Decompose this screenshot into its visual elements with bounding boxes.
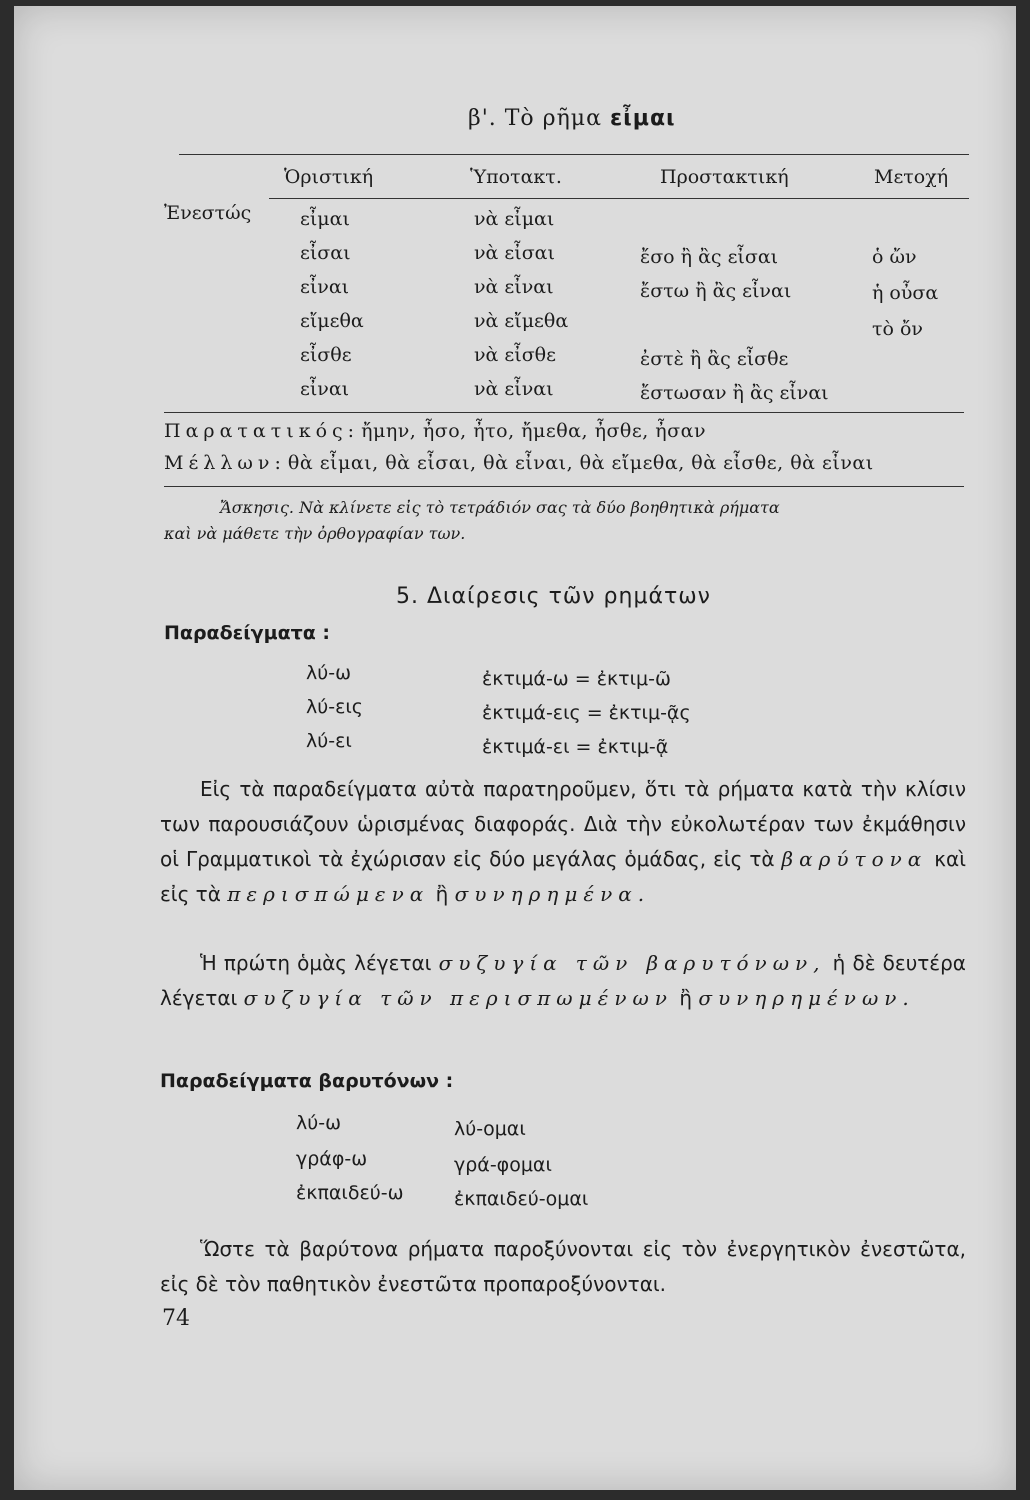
imperative-form: ἔστω ἢ ἂς εἶναι bbox=[640, 280, 792, 302]
example-left: λύ-ω bbox=[306, 662, 352, 684]
paragraph-2-text: Ἡ πρώτη ὁμὰς λέγεται bbox=[200, 951, 432, 975]
header-participle: Μετοχή bbox=[874, 166, 949, 188]
section-5-title: Διαίρεσις τῶν ρημάτων bbox=[427, 584, 711, 609]
section-title-verb: εἶμαι bbox=[609, 106, 676, 131]
row-label-present: Ἐνεστώς bbox=[164, 202, 252, 224]
paragraph-2 bbox=[160, 946, 966, 1016]
barytona-active: ἐκπαιδεύ-ω bbox=[296, 1182, 404, 1204]
subjunctive-form: νὰ εἶναι bbox=[474, 378, 554, 400]
term-barytona: βαρύτονα bbox=[781, 847, 928, 871]
example-left: λύ-ει bbox=[306, 730, 352, 752]
indicative-form: εἶναι bbox=[300, 276, 350, 298]
subjunctive-form: νὰ εἶσθε bbox=[474, 344, 556, 366]
term-synirimena: συνηρημένα. bbox=[454, 882, 651, 906]
example-right: ἐκτιμά-εις = ἐκτιμ-ᾷς bbox=[482, 702, 691, 724]
section-5-number: 5. bbox=[396, 584, 419, 609]
table-top-rule bbox=[179, 154, 969, 155]
paragraph-1-or: ἢ bbox=[435, 882, 449, 906]
term-syzygia-perispomenon: συζυγία τῶν περισπωμένων bbox=[243, 986, 673, 1010]
example-right: ἐκτιμά-ει = ἐκτιμ-ᾷ bbox=[482, 736, 669, 758]
barytona-passive: λύ-ομαι bbox=[454, 1118, 526, 1140]
term-synirimenon: συνηρημένων. bbox=[698, 986, 915, 1010]
paratatikos-forms: ἤμην, ἦσο, ἦτο, ἤμεθα, ἦσθε, ἦσαν bbox=[361, 420, 707, 442]
term-perispomena: περισπώμενα bbox=[227, 882, 430, 906]
indicative-form: εἶμαι bbox=[300, 208, 350, 230]
paratatikos-line: Παρατατικός: ἤμην, ἦσο, ἦτο, ἤμεθα, ἦσθε, ἦσαν bbox=[164, 420, 707, 442]
indicative-form: εἴμεθα bbox=[300, 310, 364, 332]
header-imperative: Προστακτική bbox=[660, 166, 789, 188]
paragraph-2-mid: ἡ δὲ δευτέρα λέγεται bbox=[160, 951, 966, 1010]
indicative-form: εἶναι bbox=[300, 378, 350, 400]
section-5-heading bbox=[396, 584, 711, 609]
example-right: ἐκτιμά-ω = ἐκτιμ-ῶ bbox=[482, 668, 671, 690]
section-title-label: β'. Τὸ ρῆμα bbox=[468, 106, 602, 131]
paradigm-bottom-rule bbox=[164, 486, 964, 487]
section-title bbox=[468, 106, 676, 131]
indicative-form: εἶσθε bbox=[300, 344, 352, 366]
paratatikos-label: Παρατατικός bbox=[164, 420, 348, 442]
barytona-active: γράφ-ω bbox=[296, 1148, 368, 1170]
participle-form: ὁ ὤν bbox=[872, 246, 917, 268]
barytona-heading: Παραδείγματα βαρυτόνων : bbox=[160, 1070, 454, 1092]
conclusion-paragraph bbox=[160, 1232, 966, 1302]
subjunctive-form: νὰ εἶμαι bbox=[474, 208, 555, 230]
paragraph-1-mid: καὶ εἰς τὰ bbox=[160, 847, 967, 906]
table-bottom-rule bbox=[164, 412, 964, 413]
subjunctive-form: νὰ εἶναι bbox=[474, 276, 554, 298]
subjunctive-form: νὰ εἴμεθα bbox=[474, 310, 569, 332]
indicative-form: εἶσαι bbox=[300, 242, 351, 264]
paragraph-1-text: Εἰς τὰ παραδείγματα αὐτὰ παρατηροῦμεν, ὅτι τὰ ρήματα κατὰ τὴν κλίσιν των παρουσιάζουν ὡρισμένας διαφοράς. Διὰ τὴν εὐκολωτέραν των ἐκμάθησιν οἱ Γραμματικοὶ τὰ ἐχώρισαν εἰς δύο μεγάλας ὁμάδας, εἰς τὰ bbox=[160, 777, 966, 871]
header-subjunctive: Ὑποτακτ. bbox=[470, 166, 562, 188]
participle-form: ἡ οὖσα bbox=[872, 282, 939, 304]
exercise-line-2: καὶ νὰ μάθετε τὴν ὀρθογραφίαν των. bbox=[164, 524, 466, 543]
imperative-form: ἐστὲ ἢ ἂς εἶσθε bbox=[640, 348, 789, 370]
barytona-passive: ἐκπαιδεύ-ομαι bbox=[454, 1188, 589, 1210]
exercise-line-1: Ἄσκησις. Νὰ κλίνετε εἰς τὸ τετράδιόν σας τὰ δύο βοηθητικὰ ρήματα bbox=[220, 498, 780, 517]
barytona-passive: γρά-φομαι bbox=[454, 1154, 552, 1176]
term-syzygia-barytonon: συζυγία τῶν βαρυτόνων, bbox=[438, 951, 826, 975]
conclusion-text: Ὥστε τὰ βαρύτονα ρήματα παροξύνονται εἰς τὸν ἐνεργητικὸν ἐνεστῶτα, εἰς δὲ τὸν παθητικὸν ἐνεστῶτα προπαροξύνονται. bbox=[160, 1237, 966, 1296]
mellon-label: Μέλλων bbox=[164, 452, 275, 474]
header-indicative: Ὁριστική bbox=[284, 166, 374, 188]
subjunctive-form: νὰ εἶσαι bbox=[474, 242, 555, 264]
table-header-rule bbox=[269, 198, 969, 199]
page-number: 74 bbox=[162, 1306, 190, 1331]
barytona-active: λύ-ω bbox=[296, 1112, 342, 1134]
mellon-forms: θὰ εἶμαι, θὰ εἶσαι, θὰ εἶναι, θὰ εἴμεθα, θὰ εἶσθε, θὰ εἶναι bbox=[287, 452, 874, 474]
examples-heading: Παραδείγματα : bbox=[164, 622, 331, 644]
imperative-form: ἔσο ἢ ἂς εἶσαι bbox=[640, 246, 779, 268]
paragraph-2-or: ἢ bbox=[679, 986, 692, 1010]
mellon-line: Μέλλων: θὰ εἶμαι, θὰ εἶσαι, θὰ εἶναι, θὰ εἴμεθα, θὰ εἶσθε, θὰ εἶναι bbox=[164, 452, 874, 474]
example-left: λύ-εις bbox=[306, 696, 363, 718]
book-page bbox=[14, 6, 1016, 1490]
paragraph-1 bbox=[160, 772, 966, 912]
participle-form: τὸ ὄν bbox=[872, 318, 923, 340]
imperative-form: ἔστωσαν ἢ ἂς εἶναι bbox=[640, 382, 829, 404]
